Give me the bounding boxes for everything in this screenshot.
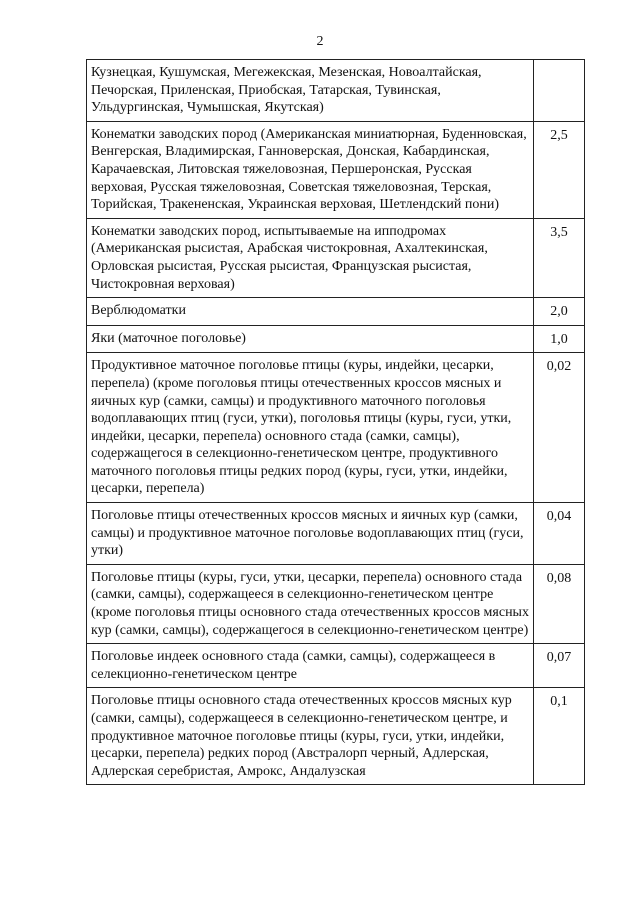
row-coefficient: 2,5	[550, 127, 568, 143]
table-row	[87, 218, 585, 297]
coefficient-table	[86, 59, 585, 785]
page-number: 2	[316, 34, 324, 49]
table-row	[87, 503, 585, 565]
table-row	[87, 121, 585, 218]
row-coefficient-cell	[534, 298, 585, 326]
row-coefficient: 0,02	[546, 359, 572, 375]
row-description: Верблюдоматки	[91, 303, 186, 319]
row-coefficient: 1,0	[550, 331, 568, 347]
table-row	[87, 644, 585, 688]
row-description: Поголовье птицы отечественных кроссов мясных и яичных кур (самки, самцы) и продуктивное маточное поголовье водоплавающих птиц (гуси, утки)	[91, 508, 524, 559]
row-coefficient-cell	[534, 353, 585, 503]
row-description-cell	[87, 325, 534, 353]
row-description-cell	[87, 298, 534, 326]
row-coefficient: 0,07	[546, 650, 572, 666]
row-description: Продуктивное маточное поголовье птицы (куры, индейки, цесарки, перепела) (кроме поголовья птицы отечественных кроссов мясных и яичных кур (самки, самцы) и продуктивного маточного поголовья водоплавающих птиц (гуси, утки), поголовья птицы (куры, гуси, утки, индейки, цесарки, перепела) основного стада (самки, самцы), содержащегося в селекционно-генетическом центре, продуктивного маточного поголовья птицы редких пород (куры, гуси, утки, индейки, цесарки, перепела)	[91, 358, 512, 497]
row-description-cell	[87, 121, 534, 218]
row-description: Кузнецкая, Кушумская, Мегежекская, Мезенская, Новоалтайская, Печорская, Приленская, Приобская, Татарская, Тувинская, Ульдургинская, Чумышская, Якутская)	[91, 65, 482, 116]
row-coefficient: 0,08	[546, 570, 572, 586]
row-description-cell	[87, 218, 534, 297]
row-description: Поголовье птицы (куры, гуси, утки, цесарки, перепела) основного стада (самки, самцы), содержащееся в селекционно-генетическом центре (кроме поголовья птицы основного стада отечественных кроссов мясных кур (самки, самцы), содержащегося в селекционно-генетическом центре)	[91, 569, 529, 638]
row-coefficient-cell	[534, 325, 585, 353]
table-row	[87, 60, 585, 122]
row-description: Конематки заводских пород (Американская миниатюрная, Буденновская, Венгерская, Владимирская, Ганноверская, Донская, Кабардинская, Карачаевская, Литовская тяжеловозная, Першеронская, Русская верховая, Русская тяжеловозная, Советская тяжеловозная, Терская, Торийская, Тракененская, Украинская верховая, Шетлендский пони)	[91, 126, 527, 213]
row-description-cell	[87, 353, 534, 503]
table-row	[87, 564, 585, 643]
row-description: Яки (маточное поголовье)	[91, 330, 246, 346]
row-coefficient: 3,5	[550, 224, 568, 240]
row-coefficient-cell	[534, 60, 585, 122]
row-description-cell	[87, 644, 534, 688]
table-row	[87, 353, 585, 503]
table-row	[87, 688, 585, 785]
row-description-cell	[87, 564, 534, 643]
row-description-cell	[87, 60, 534, 122]
row-coefficient-cell	[534, 121, 585, 218]
row-coefficient: 0,04	[546, 509, 572, 525]
row-coefficient-cell	[534, 503, 585, 565]
row-description: Поголовье птицы основного стада отечественных кроссов мясных кур (самки, самцы), содержащееся в селекционно-генетическом центре, и продуктивное маточное поголовье птицы (куры, гуси, утки, индейки, цесарки, перепела) редких пород (Австралорп черный, Адлерская, Адлерская серебристая, Амрокс, Андалузская	[91, 693, 512, 779]
row-description-cell	[87, 503, 534, 565]
row-coefficient-cell	[534, 644, 585, 688]
row-coefficient-cell	[534, 218, 585, 297]
row-description: Конематки заводских пород, испытываемые на ипподромах (Американская рысистая, Арабская чистокровная, Ахалтекинская, Орловская рысистая, Русская рысистая, Французская рысистая, Чистокровная верховая)	[91, 223, 488, 292]
row-coefficient-cell	[534, 564, 585, 643]
row-coefficient: 0,1	[550, 694, 568, 710]
row-coefficient-cell	[534, 688, 585, 785]
table-row	[87, 298, 585, 326]
row-description: Поголовье индеек основного стада (самки, самцы), содержащееся в селекционно-генетическом центре	[91, 649, 496, 682]
table-row	[87, 325, 585, 353]
row-description-cell	[87, 688, 534, 785]
row-coefficient: 2,0	[550, 304, 568, 320]
